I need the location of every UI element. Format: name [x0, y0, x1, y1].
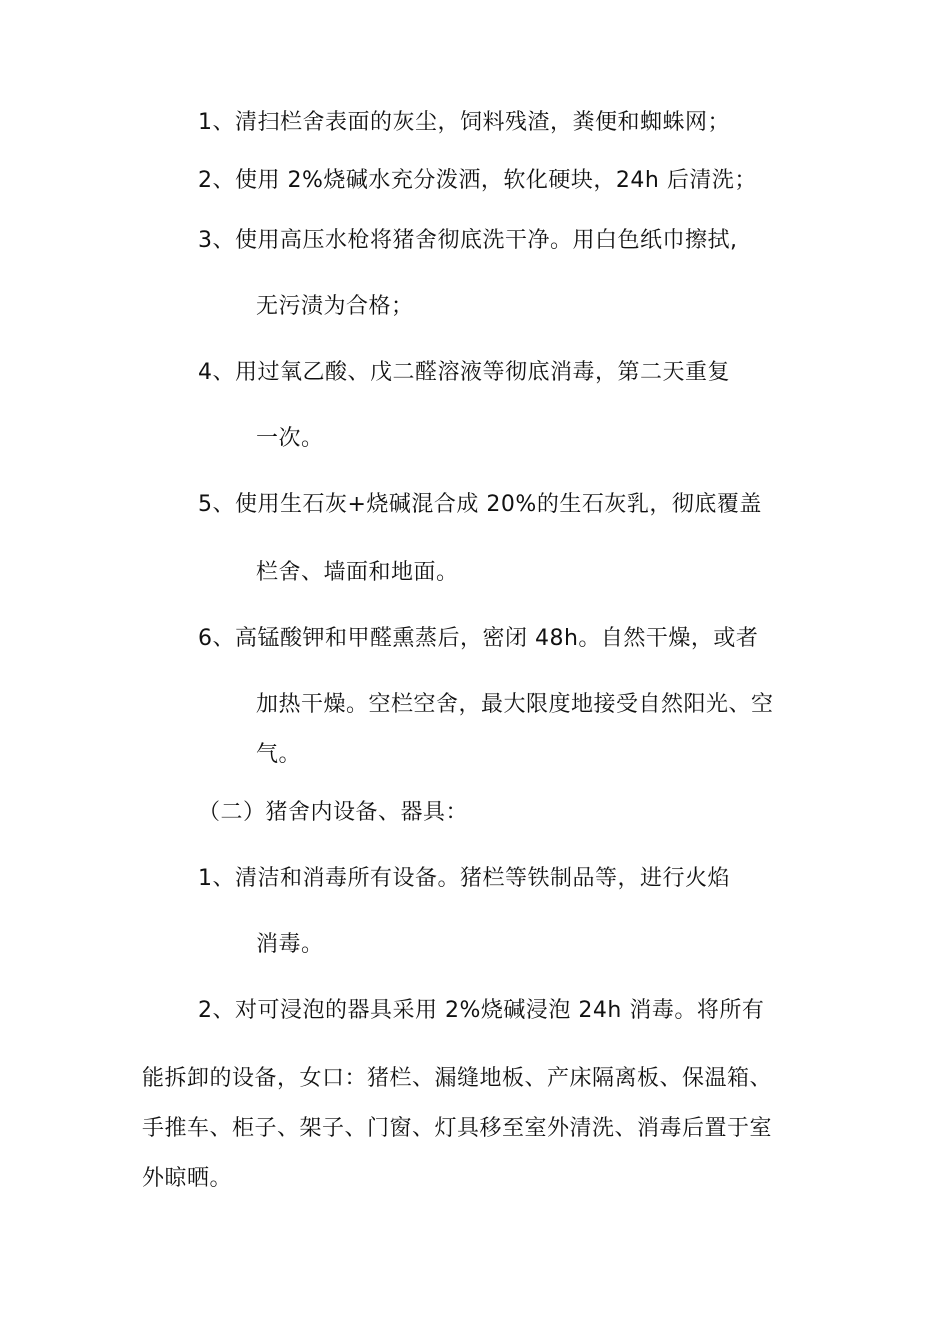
list-item-high-pressure-wash-cont: 无污渍为合格；: [256, 294, 414, 319]
list-item-lime-milk: 5、使用生石灰+烧碱混合成 20%的生石灰乳，彻底覆盖: [198, 492, 762, 517]
paragraph-line-3: 外晾晒。: [142, 1166, 233, 1191]
list-item-soak-equipment: 2、对可浸泡的器具采用 2%烧碱浸泡 24h 消毒。将所有: [198, 998, 765, 1023]
list-item-high-pressure-wash: 3、使用高压水枪将猪舍彻底洗干净。用白色纸巾擦拭,: [198, 228, 738, 253]
paragraph-line-2: 手推车、柜子、架子、门窗、灯具移至室外清洗、消毒后置于室: [142, 1116, 773, 1141]
list-item-disinfect: 4、用过氧乙酸、戊二醛溶液等彻底消毒，第二天重复: [198, 360, 730, 385]
section-heading-equipment: （二）猪舍内设备、器具：: [198, 800, 469, 825]
list-item-clean-equipment-cont: 消毒。: [256, 932, 324, 957]
paragraph-line-1: 能拆卸的设备，女口：猪栏、漏缝地板、产床隔离板、保温箱、: [142, 1066, 773, 1091]
list-item-clean-dust: 1、清扫栏舍表面的灰尘，饲料残渣，粪便和蜘蛛网；: [198, 110, 730, 135]
list-item-fumigation-cont: 加热干燥。空栏空舍，最大限度地接受自然阳光、空: [256, 692, 774, 717]
list-item-disinfect-cont: 一次。: [256, 426, 324, 451]
list-item-caustic-soda-spray: 2、使用 2%烧碱水充分泼洒，软化硬块，24h 后清洗；: [198, 168, 757, 193]
list-item-lime-milk-cont: 栏舍、墙面和地面。: [256, 560, 459, 585]
list-item-fumigation: 6、高锰酸钾和甲醛熏蒸后，密闭 48h。自然干燥，或者: [198, 626, 759, 651]
list-item-clean-equipment: 1、清洁和消毒所有设备。猪栏等铁制品等，进行火焰: [198, 866, 730, 891]
list-item-fumigation-cont-2: 气。: [256, 742, 302, 767]
